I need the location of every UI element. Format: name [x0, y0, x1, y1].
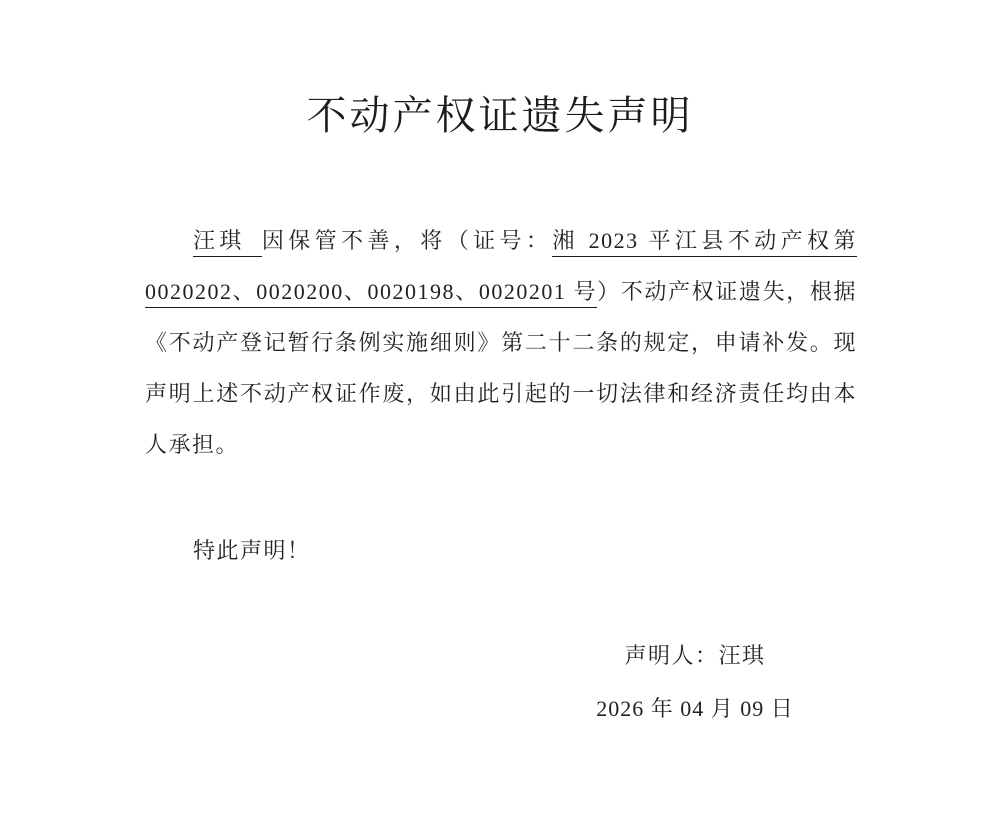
signature-date-line: 2026 年 04 月 09 日	[596, 696, 794, 721]
closing-statement: 特此声明！	[193, 538, 311, 563]
paragraph-text-before-cert: 因保管不善，将（证号：	[261, 228, 553, 253]
paragraph-text-after-cert: ）不动产权证遗失，根据《不动产登记暂行条例实施细则》第二十二条的规定，申请补发。现声明上述不动产权证作废，如由此引起的一切法律和经济责任均由本人承担。	[145, 279, 857, 457]
declaration-paragraph	[145, 215, 857, 470]
certificate-number-underlined: 湘 2023 平江县不动产权第 0020202、0020200、0020198、0020201 号	[145, 228, 857, 308]
signature-declarant-line: 声明人：汪琪	[624, 643, 766, 668]
declarant-name-underlined: 汪琪	[193, 228, 262, 257]
document-title: 不动产权证遗失声明	[306, 93, 694, 138]
